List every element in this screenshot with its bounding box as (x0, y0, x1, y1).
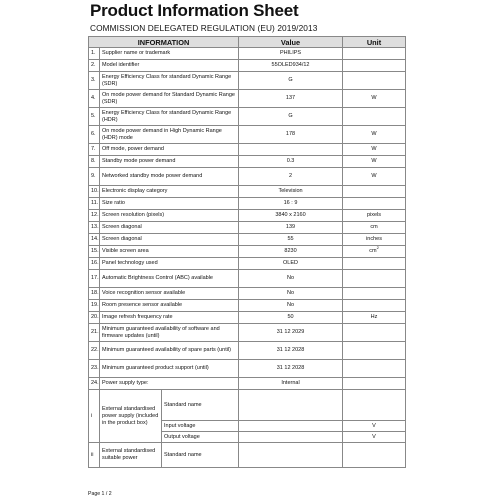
output-voltage-label: Output voltage (162, 432, 239, 443)
row-label: Screen diagonal (100, 222, 239, 234)
row-unit: pixels (343, 210, 406, 222)
row-value: Internal (239, 378, 343, 390)
row-unit (343, 390, 406, 421)
row-label: Visible screen area (100, 246, 239, 258)
row-value: 139 (239, 222, 343, 234)
row-number: 14. (89, 234, 100, 246)
row-number: i (89, 390, 100, 443)
row-label: Room presence sensor available (100, 300, 239, 312)
row-value (239, 144, 343, 156)
row-value: G (239, 72, 343, 90)
table-row (89, 126, 406, 144)
input-voltage-label: Input voltage (162, 421, 239, 432)
row-unit (343, 198, 406, 210)
row-number: 10. (89, 186, 100, 198)
row-value: 137 (239, 90, 343, 108)
table-row (89, 108, 406, 126)
row-unit (343, 360, 406, 378)
row-label: On mode power demand for Standard Dynamic Range (SDR) (100, 90, 239, 108)
row-value: 31 12 2029 (239, 324, 343, 342)
row-label: Panel technology used (100, 258, 239, 270)
table-row (89, 48, 406, 60)
table-row (89, 288, 406, 300)
row-unit: W (343, 156, 406, 168)
table-row (89, 198, 406, 210)
row-number: 6. (89, 126, 100, 144)
row-label: Minimum guaranteed availability of spare parts (until) (100, 342, 239, 360)
row-value: 16 : 9 (239, 198, 343, 210)
row-unit: V (343, 432, 406, 443)
table-row (89, 342, 406, 360)
row-label: Voice recognition sensor available (100, 288, 239, 300)
row-label: On mode power demand in High Dynamic Range (HDR) mode (100, 126, 239, 144)
row-value (239, 432, 343, 443)
regulation-reference: COMMISSION DELEGATED REGULATION (EU) 2019/2013 (90, 23, 318, 33)
row-label: Supplier name or trademark (100, 48, 239, 60)
row-value (239, 390, 343, 421)
row-label: Power supply type: (100, 378, 239, 390)
row-number: 21. (89, 324, 100, 342)
row-unit: W (343, 90, 406, 108)
table-row (89, 270, 406, 288)
row-number: 1. (89, 48, 100, 60)
row-number: 3. (89, 72, 100, 90)
page-title: Product Information Sheet (90, 1, 299, 20)
row-value: 31 12 2028 (239, 360, 343, 378)
row-value: 55OLED934/12 (239, 60, 343, 72)
row-value (239, 443, 343, 468)
row-label: Energy Efficiency Class for standard Dynamic Range (SDR) (100, 72, 239, 90)
row-number: 12. (89, 210, 100, 222)
row-unit (343, 72, 406, 90)
sub-row-i-standard-name (89, 390, 406, 421)
row-value: 8230 (239, 246, 343, 258)
row-unit (343, 258, 406, 270)
row-number: 16. (89, 258, 100, 270)
row-unit (343, 443, 406, 468)
page-number: Page 1 / 2 (88, 491, 112, 497)
table-header-row (89, 37, 406, 48)
row-value: No (239, 300, 343, 312)
row-number: 8. (89, 156, 100, 168)
table-row (89, 258, 406, 270)
row-label: Electronic display category (100, 186, 239, 198)
row-number: 18. (89, 288, 100, 300)
row-unit (343, 60, 406, 72)
row-unit: W (343, 144, 406, 156)
row-unit (343, 324, 406, 342)
table-row (89, 90, 406, 108)
row-label: Minimum guaranteed availability of software and firmware updates (until) (100, 324, 239, 342)
row-label: Screen resolution (pixels) (100, 210, 239, 222)
table-row (89, 378, 406, 390)
product-information-table (88, 36, 406, 468)
row-value: No (239, 270, 343, 288)
power-supply-subtable (89, 390, 406, 468)
row-value: 31 12 2028 (239, 342, 343, 360)
row-number: 15. (89, 246, 100, 258)
row-unit: $cm^2$ (343, 246, 406, 258)
row-label: Minimum guaranteed product support (until) (100, 360, 239, 378)
row-number: 11. (89, 198, 100, 210)
row-unit: V (343, 421, 406, 432)
row-number: 17. (89, 270, 100, 288)
row-number: ii (89, 443, 100, 468)
table-row (89, 222, 406, 234)
row-value: 55 (239, 234, 343, 246)
row-value: 0.3 (239, 156, 343, 168)
row-label: Networked standby mode power demand (100, 168, 239, 186)
row-value: 2 (239, 168, 343, 186)
column-header-unit: Unit (343, 37, 406, 48)
row-unit (343, 300, 406, 312)
row-unit: inches (343, 234, 406, 246)
row-label: Size ratio (100, 198, 239, 210)
row-unit: Hz (343, 312, 406, 324)
table-row (89, 186, 406, 198)
row-unit (343, 186, 406, 198)
row-unit (343, 288, 406, 300)
table-row (89, 144, 406, 156)
column-header-value: Value (239, 37, 343, 48)
row-label: Image refresh frequency rate (100, 312, 239, 324)
table-row (89, 156, 406, 168)
row-number: 13. (89, 222, 100, 234)
table-row (89, 300, 406, 312)
row-value: OLED (239, 258, 343, 270)
row-unit: cm (343, 222, 406, 234)
row-unit (343, 108, 406, 126)
table-row (89, 324, 406, 342)
row-value: 50 (239, 312, 343, 324)
table-row (89, 234, 406, 246)
table-row (89, 246, 406, 258)
standard-name-label: Standard name (162, 390, 239, 421)
row-value: 3840 x 2160 (239, 210, 343, 222)
row-number: 4. (89, 90, 100, 108)
table-row (89, 312, 406, 324)
table-row (89, 210, 406, 222)
row-unit (343, 378, 406, 390)
table-row (89, 72, 406, 90)
row-unit: W (343, 168, 406, 186)
row-label: Automatic Brightness Control (ABC) available (100, 270, 239, 288)
row-label: Screen diagonal (100, 234, 239, 246)
standard-name-label: Standard name (162, 443, 239, 468)
row-unit (343, 342, 406, 360)
row-number: 2. (89, 60, 100, 72)
row-label: Model identifier (100, 60, 239, 72)
table-row (89, 360, 406, 378)
row-value: G (239, 108, 343, 126)
row-number: 19. (89, 300, 100, 312)
row-value: 178 (239, 126, 343, 144)
row-number: 20. (89, 312, 100, 324)
row-value: No (239, 288, 343, 300)
row-unit: W (343, 126, 406, 144)
row-number: 7. (89, 144, 100, 156)
unit-superscript: 2 (376, 245, 379, 251)
row-label: External standardised power supply (included in the product box) (100, 390, 162, 443)
row-number: 22. (89, 342, 100, 360)
row-label: External standardised suitable power (100, 443, 162, 468)
row-value: Television (239, 186, 343, 198)
row-number: 23. (89, 360, 100, 378)
row-number: 5. (89, 108, 100, 126)
row-value (239, 421, 343, 432)
table-row (89, 60, 406, 72)
row-unit (343, 48, 406, 60)
row-label: Standby mode power demand (100, 156, 239, 168)
row-label: Off mode, power demand (100, 144, 239, 156)
row-value: PHILIPS (239, 48, 343, 60)
sub-row-ii-standard-name (89, 443, 406, 468)
column-header-information: INFORMATION (89, 37, 239, 48)
row-unit (343, 270, 406, 288)
table-row (89, 168, 406, 186)
row-number: 9. (89, 168, 100, 186)
row-number: 24. (89, 378, 100, 390)
row-label: Energy Efficiency Class for standard Dynamic Range (HDR) (100, 108, 239, 126)
